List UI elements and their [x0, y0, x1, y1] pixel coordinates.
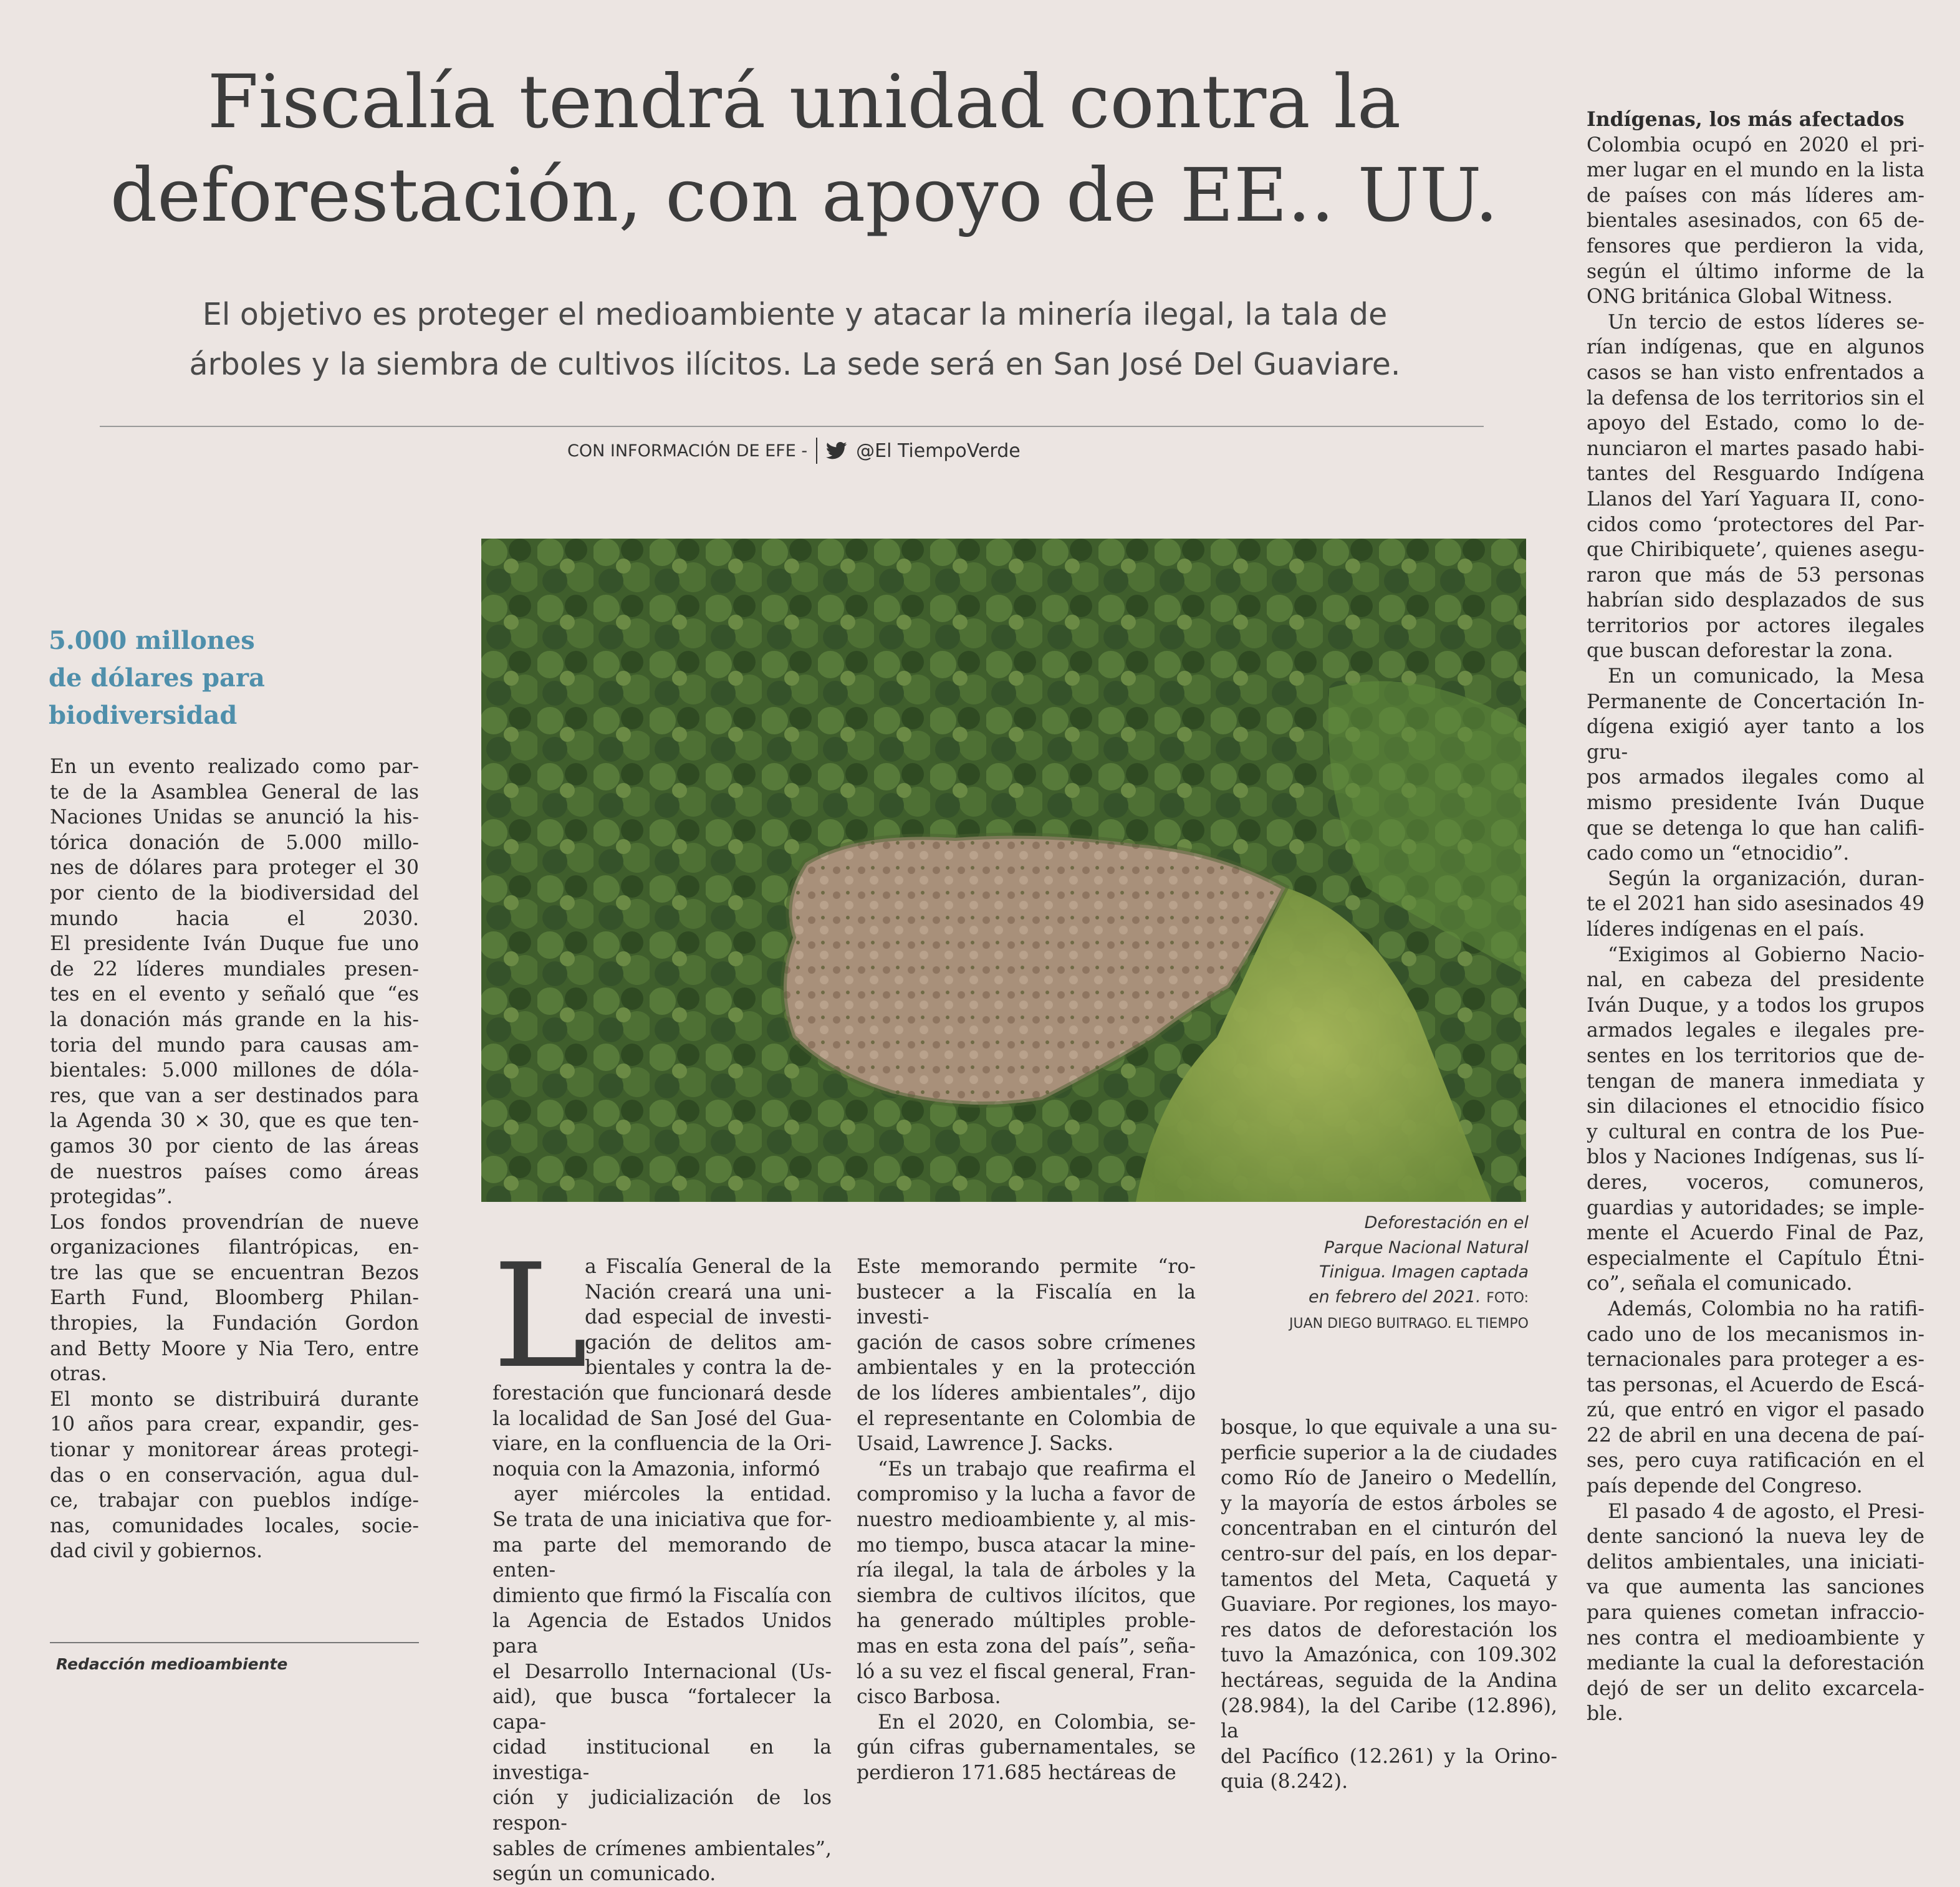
text-line: forestación que funcionará desde — [492, 1381, 832, 1404]
text-line: bientales asesinados, con 65 de- — [1587, 209, 1924, 233]
aerial-forest-image — [481, 539, 1526, 1202]
text-line: casos se han visto enfrentados a — [1587, 361, 1924, 384]
text-line: El pasado 4 de agosto, el Presi- — [1608, 1500, 1924, 1523]
text-line: protegidas”. — [50, 1186, 173, 1209]
text-line: hectáreas, seguida de la Andina — [1221, 1669, 1557, 1692]
text-line: das o en conservación, agua dul- — [50, 1464, 419, 1487]
photo-credit: JUAN DIEGO BUITRAGO. EL TIEMPO — [1289, 1316, 1529, 1332]
twitter-bird-icon — [826, 441, 847, 460]
text-line: ble. — [1587, 1702, 1623, 1726]
text-line: para quienes cometan infraccio- — [1587, 1601, 1924, 1625]
text-line: perficie superior a la de ciudades — [1221, 1441, 1557, 1464]
text-line: compromiso y la lucha a favor de — [857, 1483, 1196, 1506]
sidebar-body — [50, 754, 419, 1564]
text-line: ha generado múltiples proble- — [857, 1610, 1196, 1633]
drop-cap: L — [492, 1234, 588, 1400]
headline-line-1: Fiscalía tendrá unidad contra la — [207, 59, 1401, 145]
text-line: nuestro medioambiente y, al mis- — [857, 1508, 1196, 1531]
text-line: Earth Fund, Bloomberg Philan- — [50, 1287, 419, 1310]
text-line: El presidente Iván Duque fue uno — [50, 933, 419, 956]
text-line: toria del mundo para causas am- — [50, 1034, 419, 1057]
text-line: tuvo la Amazónica, con 109.302 — [1221, 1644, 1557, 1667]
text-line: sables de crímenes ambientales”, — [492, 1837, 832, 1860]
text-line: dad civil y gobiernos. — [50, 1540, 263, 1563]
text-line: especialmente el Capítulo Étni- — [1587, 1247, 1924, 1270]
text-line: de 22 líderes mundiales presen- — [50, 958, 419, 981]
text-line: el Desarrollo Internacional (Us- — [492, 1660, 832, 1683]
headline — [50, 55, 1559, 242]
text-line: “Exigimos al Gobierno Nacio- — [1608, 943, 1924, 966]
text-line: res datos de deforestación los — [1221, 1618, 1557, 1641]
text-line: blos y Naciones Indígenas, sus lí- — [1587, 1146, 1924, 1169]
text-line: mismo presidente Iván Duque — [1587, 792, 1924, 815]
text-line: gamos 30 por ciento de las áreas — [50, 1135, 419, 1158]
text-line: la Agenda 30 × 30, que es que ten- — [50, 1110, 419, 1133]
text-line: tengan de manera inmediata y — [1587, 1070, 1924, 1093]
text-line: raron que más de 53 personas — [1587, 564, 1924, 587]
text-line: tes en el evento y señaló que “es — [50, 983, 419, 1006]
sidebar-title — [49, 622, 310, 734]
text-line: delitos ambientales, una iniciati- — [1587, 1550, 1924, 1573]
text-line: del Pacífico (12.261) y la Orino- — [1221, 1745, 1557, 1768]
text-line: cidad institucional en la investiga- — [492, 1736, 832, 1784]
text-line: centro-sur del país, en los depar- — [1221, 1542, 1557, 1565]
sidebar-title-line-3: biodiversidad — [49, 701, 238, 730]
text-line: Naciones Unidas se anunció la his- — [50, 806, 419, 829]
text-line: cidos como ‘protectores del Par- — [1587, 513, 1924, 536]
text-line: Colombia ocupó en 2020 el pri- — [1587, 133, 1924, 156]
text-line: Además, Colombia no ha ratifi- — [1608, 1297, 1924, 1320]
text-line: de nuestros países como áreas — [50, 1160, 419, 1183]
text-line: la defensa de los territorios sin el — [1587, 387, 1924, 410]
text-line: dente sancionó la nueva ley de — [1587, 1525, 1924, 1548]
text-line: va que aumenta las sanciones — [1587, 1576, 1924, 1599]
text-line: Un tercio de estos líderes se- — [1608, 310, 1924, 334]
text-line: bosque, lo que equivale a una su- — [1221, 1416, 1557, 1439]
text-line: nes de dólares para proteger el 30 — [50, 857, 419, 880]
sidebar-credit: Redacción medioambiente — [56, 1655, 288, 1673]
text-line: ayer miércoles la entidad. — [514, 1483, 832, 1506]
text-line: and Betty Moore y Nia Tero, entre — [50, 1337, 419, 1360]
text-line: perdieron 171.685 hectáreas de — [857, 1761, 1176, 1784]
text-line: tantes del Resguardo Indígena — [1587, 463, 1924, 486]
deforestation-photo — [481, 539, 1526, 1202]
text-line: ONG británica Global Witness. — [1587, 286, 1893, 309]
subtitle — [94, 290, 1496, 390]
text-line: Llanos del Yarí Yaguara II, cono- — [1587, 487, 1924, 511]
text-line: quia (8.242). — [1221, 1770, 1348, 1793]
text-line: Usaid, Lawrence J. Sacks. — [857, 1433, 1114, 1456]
text-line: te de la Asamblea General de las — [50, 780, 419, 804]
text-line: nal, en cabeza del presidente — [1587, 969, 1924, 992]
text-line: país depende del Congreso. — [1587, 1475, 1863, 1498]
text-line: tre las que se encuentran Bezos — [50, 1261, 419, 1284]
byline — [567, 438, 1021, 464]
text-line: ternacionales para proteger a es- — [1587, 1348, 1924, 1371]
text-line: nunciaron el martes pasado habi- — [1587, 437, 1924, 460]
text-line: tamentos del Meta, Caquetá y — [1221, 1568, 1557, 1591]
article-column-3 — [1221, 1415, 1557, 1795]
text-line: Este memorando permite “ro- — [857, 1256, 1196, 1278]
text-line: El monto se distribuirá durante — [50, 1388, 419, 1411]
text-line: que Chiribiquete’, quienes asegu- — [1587, 539, 1924, 562]
section-body — [1587, 133, 1924, 1727]
text-line: líderes indígenas en el país. — [1587, 918, 1865, 941]
text-line: fensores que perdieron la vida, — [1587, 234, 1924, 257]
text-line: 22 de abril en una decena de paí- — [1587, 1424, 1924, 1447]
photo-credit-label: FOTO: — [1486, 1290, 1529, 1306]
text-line: ló a su vez el fiscal general, Fran- — [857, 1660, 1196, 1683]
text-line: 10 años para crear, expandir, ges- — [50, 1413, 419, 1436]
text-line: Nación creará una uni- — [585, 1280, 832, 1304]
subtitle-line-2: árboles y la siembra de cultivos ilícitos. La sede será en San José Del Guaviare. — [189, 347, 1401, 382]
text-line: cado uno de los mecanismos in- — [1587, 1323, 1924, 1346]
text-line: En el 2020, en Colombia, se- — [878, 1711, 1196, 1734]
text-line: cisco Barbosa. — [857, 1686, 1001, 1709]
text-line: siembra de cultivos ilícitos, que — [857, 1584, 1196, 1607]
text-line: la Agencia de Estados Unidos para — [492, 1610, 832, 1658]
article-column-1 — [492, 1234, 832, 1887]
text-line: ma parte del memorando de enten- — [492, 1534, 832, 1582]
text-line: co”, señala el comunicado. — [1587, 1272, 1853, 1295]
text-line: bientales y contra la de- — [585, 1356, 832, 1380]
article-column-4 — [1587, 107, 1924, 1727]
text-line: territorios por actores ilegales — [1587, 614, 1924, 637]
text-line: thropies, la Fundación Gordon — [50, 1312, 419, 1335]
caption-line-3: Tinigua. Imagen captada — [1319, 1262, 1529, 1282]
sidebar-divider — [50, 1642, 419, 1643]
text-line: bientales: 5.000 millones de dóla- — [50, 1059, 419, 1082]
sidebar-title-line-2: de dólares para — [49, 663, 265, 693]
text-line: dígena exigió ayer tanto a los gru- — [1587, 716, 1924, 764]
text-line: ría ilegal, la tala de árboles y la — [857, 1559, 1196, 1582]
text-line: según el último informe de la — [1587, 260, 1924, 283]
text-line: rían indígenas, que en algunos — [1587, 336, 1924, 359]
article-column-2 — [857, 1254, 1196, 1785]
text-line: ción y judicialización de los respon- — [492, 1787, 832, 1835]
text-line: Guaviare. Por regiones, los mayo- — [1221, 1593, 1557, 1616]
text-line: otras. — [50, 1363, 107, 1386]
text-line: mediante la cual la deforestación — [1587, 1652, 1924, 1675]
text-line: tas personas, el Acuerdo de Escá- — [1587, 1373, 1924, 1396]
text-line: bustecer a la Fiscalía en la investi- — [857, 1280, 1196, 1329]
text-line: Permanente de Concertación In- — [1587, 690, 1924, 713]
text-line: la localidad de San José del Gua- — [492, 1407, 832, 1430]
text-line: “Es un trabajo que reafirma el — [878, 1457, 1196, 1481]
photo-caption — [1223, 1211, 1529, 1337]
text-line: dad especial de investi- — [585, 1306, 832, 1329]
text-line: apoyo del Estado, como lo de- — [1587, 412, 1924, 435]
text-line: ce, trabajar con pueblos indíge- — [50, 1489, 419, 1512]
text-line: Se trata de una iniciativa que for- — [492, 1508, 832, 1531]
byline-separator — [816, 438, 817, 464]
text-line: nes contra el medioambiente y — [1587, 1626, 1924, 1649]
text-line: nas, comunidades locales, socie- — [50, 1514, 419, 1537]
text-line: zú, que entró en vigor el pasado — [1587, 1399, 1924, 1422]
sidebar-title-line-1: 5.000 millones — [49, 626, 255, 655]
text-line: ses, pero cuya ratificación en el — [1587, 1449, 1924, 1472]
text-line: En un evento realizado como par- — [50, 756, 419, 778]
text-line: tórica donación de 5.000 millo- — [50, 831, 419, 854]
text-line: noquia con la Amazonia, informó — [492, 1457, 820, 1481]
text-line: mo tiempo, busca atacar la mine- — [857, 1534, 1196, 1557]
subtitle-line-1: El objetivo es proteger el medioambiente y atacar la minería ilegal, la tala de — [202, 297, 1388, 332]
text-line: Según la organización, duran- — [1608, 867, 1924, 890]
caption-line-4: en febrero del 2021. — [1309, 1287, 1481, 1307]
text-line: dimiento que firmó la Fiscalía con — [492, 1584, 832, 1607]
text-line: aid), que busca “fortalecer la capa- — [492, 1686, 832, 1734]
text-line: que buscan deforestar la zona. — [1587, 640, 1893, 663]
text-line: como Río de Janeiro o Medellín, — [1221, 1467, 1557, 1490]
text-line: En un comunicado, la Mesa — [1608, 665, 1924, 688]
text-line: armados legales e ilegales pre- — [1587, 1019, 1924, 1042]
text-line: viare, en la confluencia de la Ori- — [492, 1433, 832, 1456]
text-line: tionar y monitorear áreas protegi- — [50, 1439, 419, 1462]
text-line: gación de delitos am- — [585, 1331, 832, 1354]
text-line: deres, voceros, comuneros, — [1587, 1171, 1924, 1194]
header-divider — [100, 426, 1484, 427]
text-line: cado como un “etnocidio”. — [1587, 842, 1850, 865]
text-line: guardias y autoridades; se imple- — [1587, 1196, 1924, 1219]
text-line: res, que van a ser destinados para — [50, 1084, 419, 1107]
text-line: mente el Acuerdo Final de Paz, — [1587, 1222, 1924, 1245]
text-line: organizaciones filantrópicas, en- — [50, 1236, 419, 1259]
text-line: te el 2021 han sido asesinados 49 — [1587, 893, 1924, 916]
text-line: sin dilaciones el etnocidio físico — [1587, 1095, 1924, 1118]
text-line: Iván Duque, y a todos los grupos — [1587, 994, 1924, 1017]
text-line: dejó de ser un delito excarcela- — [1587, 1677, 1924, 1700]
text-line: pos armados ilegales como al — [1587, 766, 1924, 789]
text-line: ambientales y en la protección — [857, 1356, 1196, 1380]
text-line: concentraban en el cinturón del — [1221, 1517, 1557, 1540]
text-line: y la mayoría de estos árboles se — [1221, 1492, 1557, 1515]
text-line: que se detenga lo que han califi- — [1587, 817, 1924, 840]
text-line: mas en esta zona del país”, seña- — [857, 1635, 1196, 1658]
text-line: el representante en Colombia de — [857, 1407, 1196, 1430]
text-line: gún cifras gubernamentales, se — [857, 1736, 1196, 1759]
text-line: (28.984), la del Caribe (12.896), la — [1221, 1694, 1557, 1743]
byline-source: CON INFORMACIÓN DE EFE - — [567, 441, 808, 461]
caption-line-1: Deforestación en el — [1364, 1213, 1529, 1232]
text-line: por ciento de la biodiversidad del — [50, 881, 419, 905]
twitter-handle: @El TiempoVerde — [856, 439, 1021, 462]
text-line: sentes en los territorios que de- — [1587, 1044, 1924, 1067]
text-line: mundo hacia el 2030. — [50, 907, 419, 930]
caption-line-2: Parque Nacional Natural — [1323, 1237, 1529, 1257]
headline-line-2: deforestación, con apoyo de EE.. UU. — [110, 152, 1499, 238]
text-line: gación de casos sobre crímenes — [857, 1331, 1196, 1354]
text-line: mer lugar en el mundo en la lista — [1587, 159, 1924, 182]
text-line: la donación más grande en la his- — [50, 1008, 419, 1031]
text-line: Los fondos provendrían de nueve — [50, 1211, 419, 1234]
text-line: de los líderes ambientales”, dijo — [857, 1381, 1196, 1404]
text-line: a Fiscalía General de la — [585, 1256, 832, 1278]
text-line: según un comunicado. — [492, 1863, 716, 1886]
text-line: de países con más líderes am- — [1587, 184, 1924, 207]
section-heading: Indígenas, los más afectados — [1587, 108, 1905, 131]
text-line: y cultural en contra de los Pue- — [1587, 1120, 1924, 1143]
text-line: habrían sido desplazados de sus — [1587, 589, 1924, 612]
